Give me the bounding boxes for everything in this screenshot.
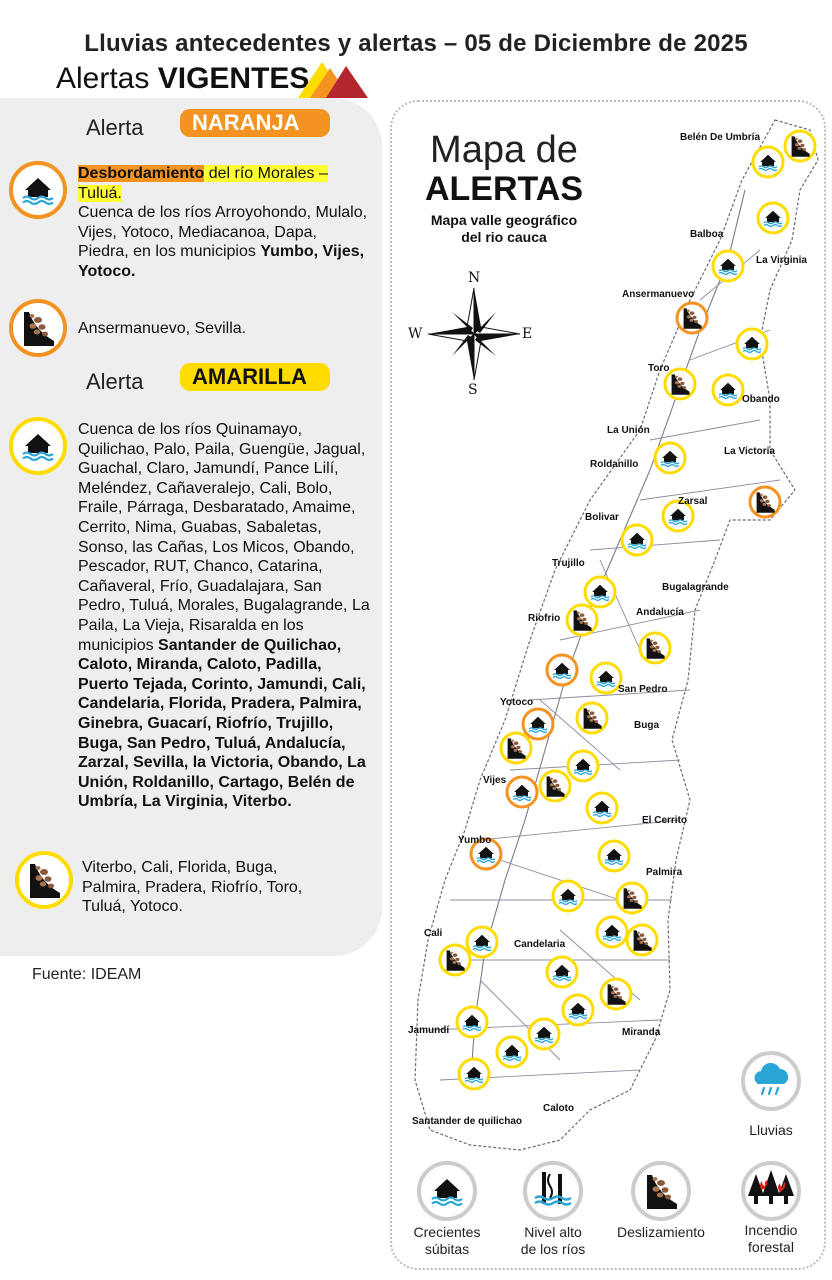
flood-marker-icon	[599, 841, 629, 871]
map-label-bolivar: Bolivar	[585, 512, 619, 523]
flood-marker-icon	[758, 203, 788, 233]
map-label-yotoco: Yotoco	[500, 697, 534, 708]
flood-marker-icon	[563, 995, 593, 1025]
rain-cloud-icon	[740, 1050, 802, 1112]
forest-fire-icon	[740, 1160, 802, 1222]
map-label-candelaria: Candelaria	[514, 939, 566, 950]
map-label-cali: Cali	[424, 928, 443, 939]
map-label-santander-de-quilichao: Santander de quilichao	[412, 1116, 523, 1127]
orange-flood-municipalities: Yumbo, Vijes, Yotoco.	[78, 243, 365, 280]
flood-marker-icon	[655, 443, 685, 473]
flood-marker-icon	[713, 375, 743, 405]
high-river-icon	[522, 1160, 584, 1222]
flood-marker-icon	[587, 793, 617, 823]
compass-s: S	[468, 382, 478, 398]
map-title-line4: del rio cauca	[461, 229, 547, 245]
flood-marker-icon	[547, 957, 577, 987]
landslide-marker-icon	[577, 703, 607, 733]
map-label-bugalagrande: Bugalagrande	[662, 582, 729, 593]
flood-marker-icon	[497, 1037, 527, 1067]
flood-marker-icon	[713, 251, 743, 281]
legend-high-river-2: de los ríos	[520, 1241, 586, 1257]
subtitle-prefix: Alertas	[56, 62, 150, 95]
map-label-trujillo: Trujillo	[552, 558, 585, 569]
legend-high-river-label	[506, 1224, 600, 1258]
landslide-marker-icon	[440, 945, 470, 975]
orange-landslide-text: Ansermanuevo, Sevilla.	[78, 320, 247, 337]
legend-flash-flood-label	[400, 1224, 494, 1258]
landslide-marker-icon	[640, 633, 670, 663]
subtitle-bold: VIGENTES	[157, 62, 310, 95]
compass-w: W	[408, 326, 423, 342]
page-title: Lluvias antecedentes y alertas – 05 de Diciembre de 2025	[84, 30, 748, 57]
yellow-flood-municipalities: Santander de Quilichao, Caloto, Miranda, Caloto, Padilla, Puerto Tejada, Corinto, Jamundi, Cali, Candelaria, Florida, Pradera, Palmira, Ginebra, Guacarí, Riofrío, Trujillo, Buga, San Pedro, Tuluá, Andalucía, Zarzal, Sevilla, la Victoria, Obando, La Unión, Roldanillo, Cartago, Belén de Umbría, La Virginia, Viterbo.	[78, 636, 366, 811]
map-label-jamundi: Jamundí	[408, 1025, 450, 1036]
map-label-riofrio: Riofrio	[528, 613, 561, 624]
orange-alert-label: Alerta	[86, 115, 144, 140]
landslide-marker-icon	[567, 605, 597, 635]
legend-landslide-label: Deslizamiento	[617, 1224, 705, 1240]
landslide-marker-icon	[601, 979, 631, 1009]
flood-marker-icon	[507, 777, 537, 807]
map-label-belen-de-umbria: Belén De Umbría	[680, 132, 761, 143]
map-title-line2: ALERTAS	[424, 170, 584, 208]
map-label-ansermanuevo: Ansermanuevo	[622, 289, 695, 300]
map-label-buga: Buga	[634, 720, 659, 731]
flood-marker-icon	[467, 927, 497, 957]
orange-alert-level: NARANJA	[180, 109, 330, 137]
landslide-marker-icon	[501, 733, 531, 763]
flood-marker-icon	[585, 577, 615, 607]
flood-marker-icon	[597, 917, 627, 947]
legend-high-river-1: Nivel alto	[524, 1224, 582, 1240]
map-label-la-victoria: La Victoria	[724, 446, 775, 457]
flood-marker-icon	[459, 1059, 489, 1089]
flood-marker-icon	[737, 329, 767, 359]
map-label-el-cerrito: El Cerrito	[642, 815, 688, 826]
flood-marker-icon	[529, 1019, 559, 1049]
flood-marker-icon	[591, 663, 621, 693]
map-label-yumbo: Yumbo	[458, 835, 492, 846]
orange-flood-highlight: Desbordamiento	[78, 165, 205, 182]
legend-fire-2: forestal	[748, 1239, 794, 1255]
orange-flood-body: Cuenca de los ríos Arroyohondo, Mulalo, Vijes, Yotoco, Mediacanoa, Dapa, Piedra, en los municipios	[78, 204, 368, 261]
yellow-alert-label: Alerta	[86, 369, 144, 394]
legend-flash-flood-1: Crecientes	[413, 1224, 481, 1240]
landslide-marker-icon	[785, 131, 815, 161]
flood-marker-icon	[553, 881, 583, 911]
landslide-legend-icon	[630, 1160, 692, 1222]
flood-marker-icon	[753, 147, 783, 177]
map-label-miranda: Miranda	[622, 1027, 661, 1038]
compass-e: E	[522, 326, 533, 342]
map-label-san-pedro: San Pedro	[618, 684, 668, 695]
map-label-roldanillo: Roldanillo	[590, 459, 639, 470]
flood-marker-icon	[547, 655, 577, 685]
legend-fire-label	[724, 1222, 818, 1256]
map-label-toro: Toro	[648, 363, 670, 374]
landslide-marker-icon	[627, 925, 657, 955]
map-title-line3: Mapa valle geográfico	[430, 212, 578, 228]
map-label-balboa: Balboa	[690, 229, 724, 240]
yellow-alert-level: AMARILLA	[180, 363, 330, 391]
yellow-flood-body: Cuenca de los ríos Quinamayo, Quilichao, Palo, Paila, Guengüe, Jagual, Guachal, Claro, Jamundí, Pance Lilí, Meléndez, Cañaveralejo, Cali, Bolo, Fraile, Párraga, Desbaratado, Amaime, Cerrito, Nima, Guabas, Sabaletas, Sonso, las Cañas, Los Micos, Obando, Pescador, RUT, Chanco, Catarina, Cañaveral, Frío, Guadalajara, San Pedro, Tuluá, Morales, Bugalagrande, La Paila, La Vieja, Risaralda en los municipios	[78, 421, 370, 654]
landslide-marker-icon	[665, 369, 695, 399]
map-label-caloto: Caloto	[543, 1103, 575, 1114]
landslide-marker-icon	[540, 771, 570, 801]
map-label-andalucia: Andalucía	[636, 607, 684, 618]
landslide-marker-icon	[750, 487, 780, 517]
landslide-marker-icon	[677, 303, 707, 333]
legend-flash-flood-2: súbitas	[424, 1241, 470, 1257]
map-title-line1: Mapa de	[430, 129, 578, 171]
flood-marker-icon	[523, 709, 553, 739]
flood-marker-icon	[622, 525, 652, 555]
map-label-vijes: Vijes	[483, 775, 507, 786]
flood-marker-icon	[457, 1007, 487, 1037]
map-label-obando: Obando	[742, 394, 780, 405]
legend-rain-label: Lluvias	[749, 1122, 793, 1138]
landslide-marker-icon	[617, 883, 647, 913]
map-label-zarzal: Zarsal	[678, 496, 708, 507]
map-label-palmira: Palmira	[646, 867, 683, 878]
legend-fire-1: Incendio	[744, 1222, 798, 1238]
source-note: Fuente: IDEAM	[32, 966, 142, 983]
flood-marker-icon	[568, 751, 598, 781]
orange-flood-title: del río Morales –	[208, 165, 328, 182]
orange-flood-title-2: Tuluá.	[78, 184, 122, 202]
map-label-la-union: La Unión	[607, 425, 650, 436]
compass-n: N	[468, 270, 481, 286]
map-label-la-virginia: La Virginia	[756, 255, 807, 266]
yellow-landslide-text: Viterbo, Cali, Florida, Buga, Palmira, Pradera, Riofrío, Toro, Tuluá, Yotoco.	[82, 859, 303, 916]
flash-flood-icon	[416, 1160, 478, 1222]
